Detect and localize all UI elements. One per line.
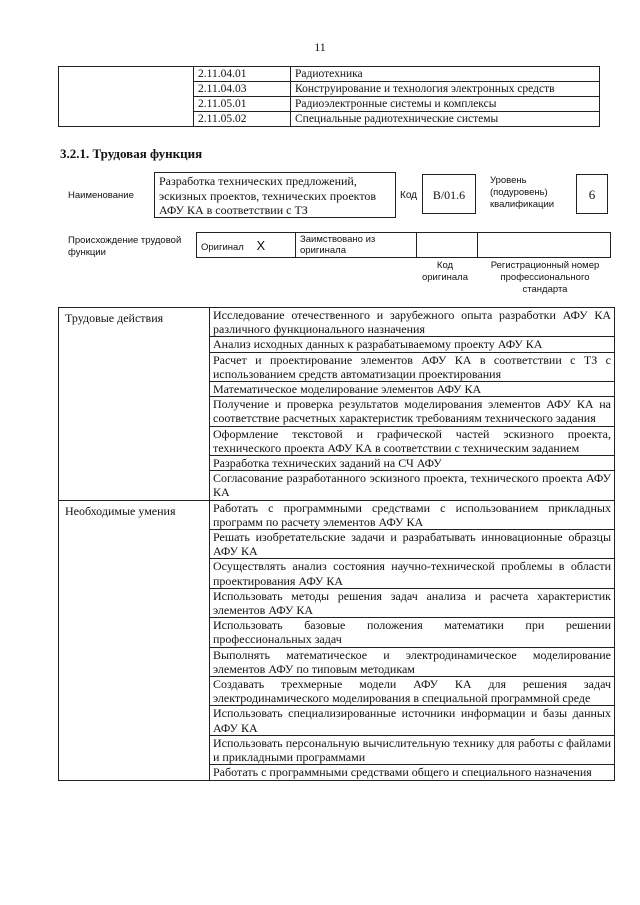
code-cell: 2.11.04.01 bbox=[194, 67, 291, 82]
code-cell: 2.11.05.02 bbox=[194, 112, 291, 127]
section-title: 3.2.1. Трудовая функция bbox=[60, 146, 203, 161]
borrowed-cell: Заимствовано из оригинала bbox=[296, 233, 417, 258]
code-label: Код bbox=[400, 190, 418, 201]
origin-label: Происхождение трудовой функции bbox=[68, 235, 182, 258]
skill-item: Работать с программными средствами общего и специального назначения bbox=[210, 765, 615, 780]
action-item: Исследование отечественного и зарубежного опыта разработки АФУ КА различного функционального назначения bbox=[210, 308, 615, 337]
table-row bbox=[59, 500, 615, 529]
skill-item: Использовать методы решения задач анализа и расчета характеристик элементов АФУ КА bbox=[210, 588, 615, 617]
origin-table bbox=[196, 232, 611, 258]
skills-label: Необходимые умения bbox=[59, 500, 210, 780]
level-label bbox=[490, 175, 554, 211]
code-cell: 2.11.04.03 bbox=[194, 82, 291, 97]
action-item: Согласование разработанного эскизного проекта, технического проекта АФУ КА bbox=[210, 471, 615, 500]
function-code-box: B/01.6 bbox=[422, 174, 476, 214]
origin-code-cell bbox=[417, 233, 478, 258]
skill-item: Использовать специализированные источники информации и базы данных АФУ КА bbox=[210, 706, 615, 735]
origin-code-caption: Код оригинала bbox=[421, 260, 468, 283]
skill-item: Осуществлять анализ состояния научно-технической проблемы в области проектирования АФУ КА bbox=[210, 559, 615, 588]
code-name-cell: Радиоэлектронные системы и комплексы bbox=[291, 97, 600, 112]
codes-table bbox=[58, 66, 600, 127]
skill-item: Работать с программными средствами с использованием прикладных программ по расчету элементов АФУ КА bbox=[210, 500, 615, 529]
action-item: Математическое моделирование элементов АФУ КА bbox=[210, 382, 615, 397]
skill-item: Создавать трехмерные модели АФУ КА для решения задач электродинамического моделирования в специальной программной среде bbox=[210, 677, 615, 706]
skill-item: Использовать базовые положения математики при решении профессиональных задач bbox=[210, 618, 615, 647]
page-number: 11 bbox=[314, 40, 326, 54]
name-label: Наименование bbox=[68, 190, 134, 201]
action-item: Разработка технических заданий на СЧ АФУ bbox=[210, 456, 615, 471]
original-mark: X bbox=[256, 237, 266, 253]
code-cell: 2.11.05.01 bbox=[194, 97, 291, 112]
original-cell bbox=[197, 233, 296, 258]
level-value-box: 6 bbox=[576, 174, 608, 214]
reg-number-cell bbox=[478, 233, 611, 258]
table-row bbox=[59, 308, 615, 337]
main-table bbox=[58, 307, 615, 781]
skill-item: Выполнять математическое и электродинамическое моделирование элементов АФУ по типовым методикам bbox=[210, 647, 615, 676]
codes-row bbox=[59, 67, 600, 82]
skill-item: Решать изобретательские задачи и разрабатывать инновационные образцы АФУ КА bbox=[210, 530, 615, 559]
reg-number-caption: Регистрационный номер профессионального стандарта bbox=[490, 260, 600, 295]
action-item: Получение и проверка результатов моделирования элементов АФУ КА на соответствие расчетных характеристик требованиям технического задания bbox=[210, 397, 615, 426]
code-name-cell: Специальные радиотехнические системы bbox=[291, 112, 600, 127]
action-item: Оформление текстовой и графической частей эскизного проекта, технического проекта АФУ КА в соответствии с техническим заданием bbox=[210, 426, 615, 455]
level-label-line: Уровень bbox=[490, 175, 527, 186]
level-label-line: квалификации bbox=[490, 199, 555, 210]
function-name-box: Разработка технических предложений, эскизных проектов, технических проектов АФУ КА в соответствии с ТЗ bbox=[154, 172, 396, 218]
level-label-line: (подуровень) bbox=[490, 187, 548, 198]
code-name-cell: Радиотехника bbox=[291, 67, 600, 82]
skill-item: Использовать персональную вычислительную технику для работы с файлами и прикладными программами bbox=[210, 735, 615, 764]
original-label: Оригинал bbox=[201, 241, 244, 253]
action-item: Расчет и проектирование элементов АФУ КА в соответствии с ТЗ с использованием средств автоматизации проектирования bbox=[210, 352, 615, 381]
action-item: Анализ исходных данных к разрабатываемому проекту АФУ КА bbox=[210, 337, 615, 352]
actions-label: Трудовые действия bbox=[59, 308, 210, 501]
code-name-cell: Конструирование и технология электронных средств bbox=[291, 82, 600, 97]
codes-empty-cell bbox=[59, 67, 194, 127]
